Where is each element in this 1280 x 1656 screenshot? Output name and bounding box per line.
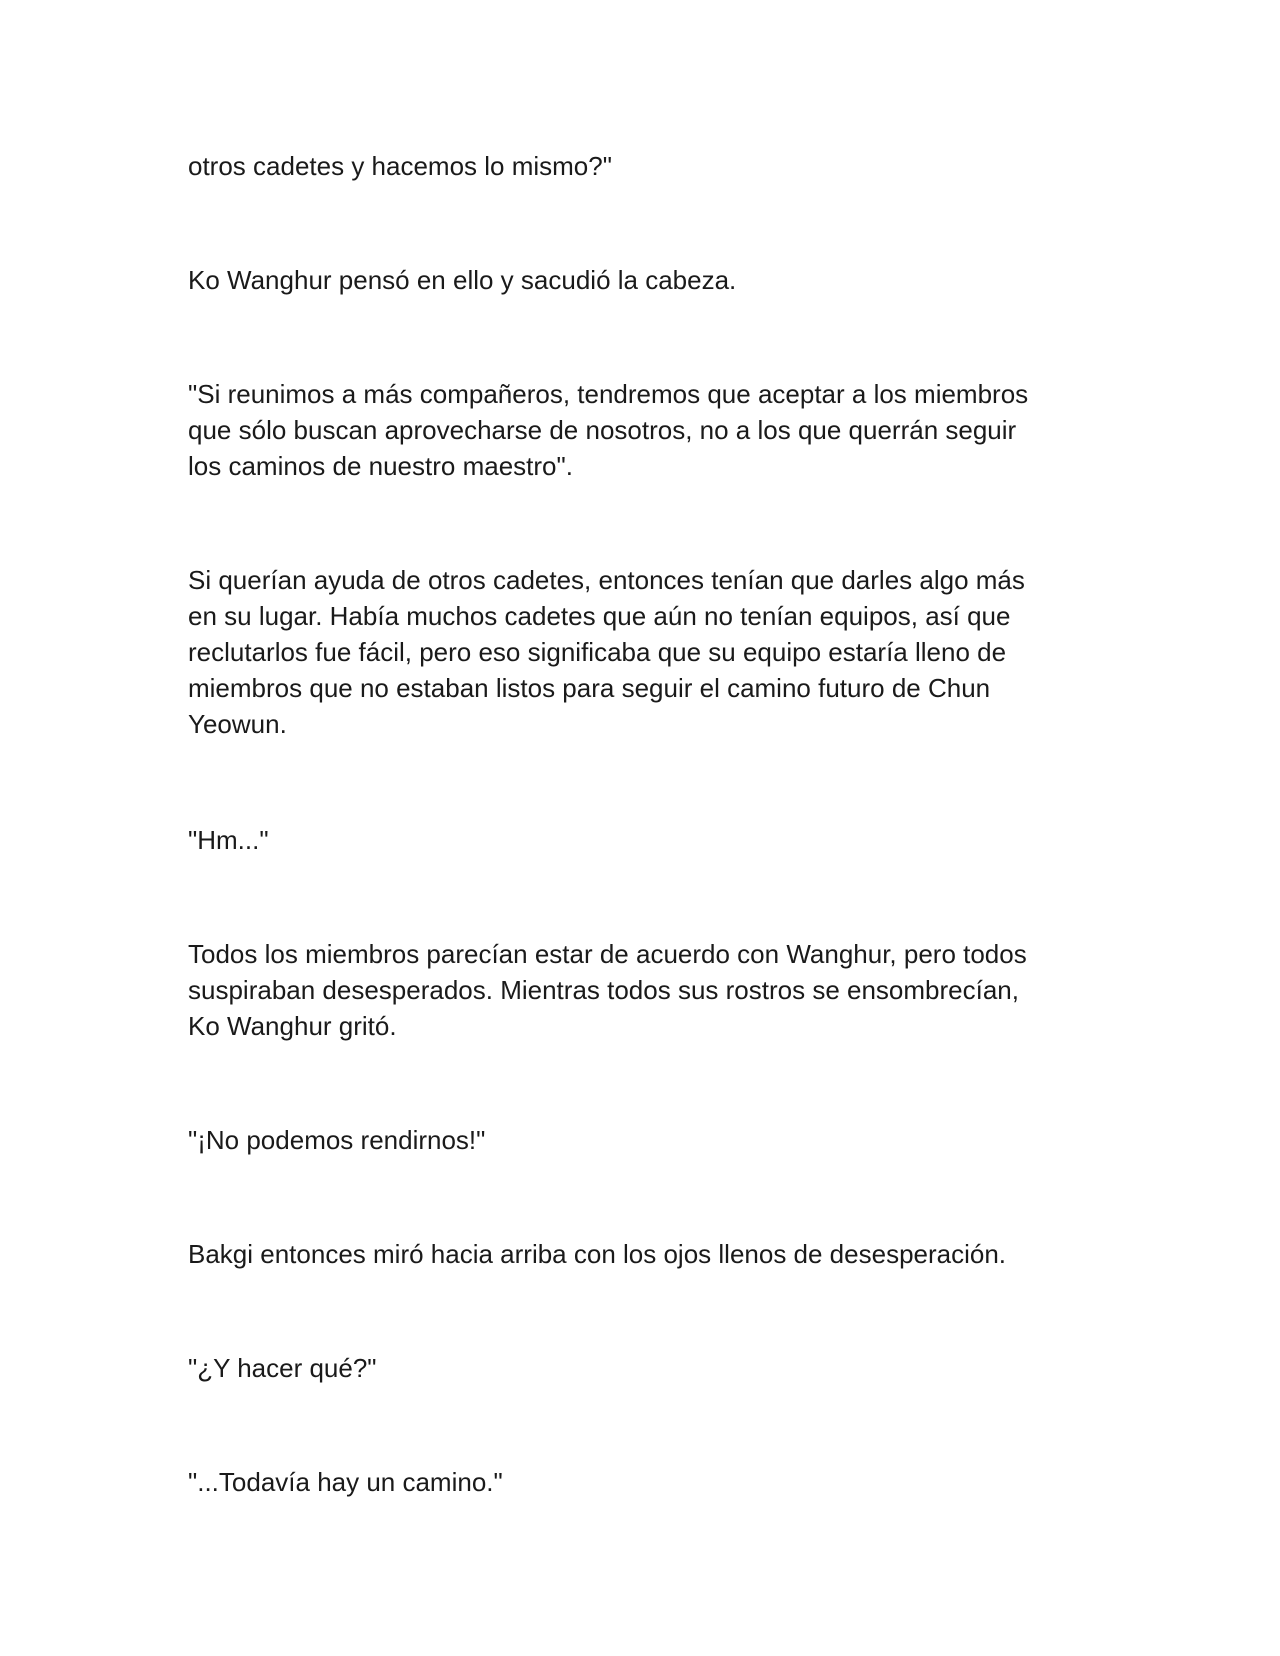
text-line: Ko Wanghur gritó. xyxy=(188,1011,397,1041)
paragraph-2 xyxy=(188,262,1088,298)
text-line: Todos los miembros parecían estar de acuerdo con Wanghur, pero todos xyxy=(188,939,1027,969)
text-line: los caminos de nuestro maestro". xyxy=(188,451,573,481)
paragraph-5 xyxy=(188,822,1088,858)
text-line: "¿Y hacer qué?" xyxy=(188,1353,377,1383)
paragraph-6 xyxy=(188,936,1088,1044)
text-line: "Si reunimos a más compañeros, tendremos que aceptar a los miembros xyxy=(188,379,1029,409)
text-line: "Hm..." xyxy=(188,825,269,855)
text-line: otros cadetes y hacemos lo mismo?" xyxy=(188,151,612,181)
text-line: que sólo buscan aprovecharse de nosotros, no a los que querrán seguir xyxy=(188,415,1017,445)
paragraph-4 xyxy=(188,562,1088,742)
text-line: "¡No podemos rendirnos!" xyxy=(188,1125,486,1155)
text-line: en su lugar. Había muchos cadetes que aún no tenían equipos, así que xyxy=(188,601,1011,631)
paragraph-7 xyxy=(188,1122,1088,1158)
paragraph-10 xyxy=(188,1464,1088,1500)
paragraph-3 xyxy=(188,376,1088,484)
text-line: Bakgi entonces miró hacia arriba con los ojos llenos de desesperación. xyxy=(188,1239,1007,1269)
text-line: reclutarlos fue fácil, pero eso significaba que su equipo estaría lleno de xyxy=(188,637,1007,667)
text-line: Si querían ayuda de otros cadetes, entonces tenían que darles algo más xyxy=(188,565,1025,595)
text-line: "...Todavía hay un camino." xyxy=(188,1467,503,1497)
paragraph-8 xyxy=(188,1236,1088,1272)
paragraph-1 xyxy=(188,148,1088,184)
text-line: Ko Wanghur pensó en ello y sacudió la cabeza. xyxy=(188,265,737,295)
text-line: Yeowun. xyxy=(188,709,287,739)
text-line: miembros que no estaban listos para seguir el camino futuro de Chun xyxy=(188,673,991,703)
paragraph-9 xyxy=(188,1350,1088,1386)
text-line: suspiraban desesperados. Mientras todos sus rostros se ensombrecían, xyxy=(188,975,1019,1005)
